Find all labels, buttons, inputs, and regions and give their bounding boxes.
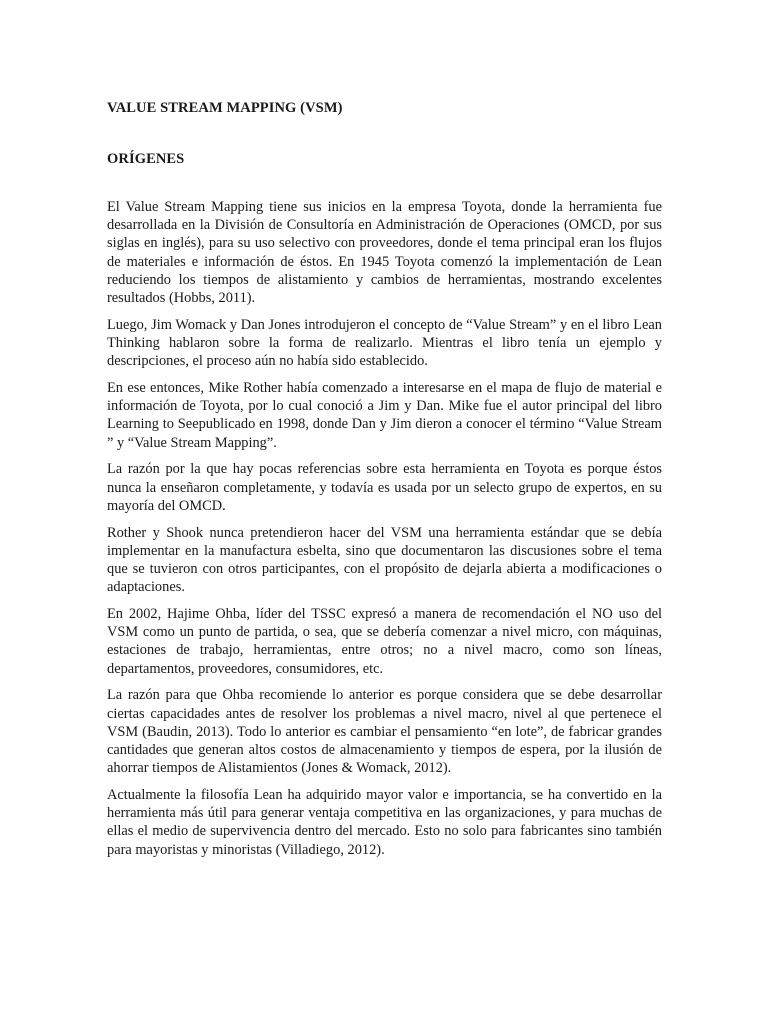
paragraph: La razón por la que hay pocas referencias sobre esta herramienta en Toyota es porque éstos nunca la enseñaron completamente, y todavía es usada por un selecto grupo de expertos, en su mayoría del OMCD. <box>107 461 662 514</box>
paragraph: Rother y Shook nunca pretendieron hacer del VSM una herramienta estándar que se debía implementar en la manufactura esbelta, sino que documentaron las discusiones sobre el tema que se tuvieron con otros participantes, con el propósito de dejarla abierta a modificaciones o adaptaciones. <box>107 524 662 596</box>
paragraph: En 2002, Hajime Ohba, líder del TSSC expresó a manera de recomendación el NO uso del VSM como un punto de partida, o sea, que se debería comenzar a nivel micro, con máquinas, estaciones de trabajo, herramientas, entre otros; no a nivel macro, como son líneas, departamentos, proveedores, consumidores, etc. <box>107 606 662 677</box>
paragraph: En ese entonces, Mike Rother había comenzado a interesarse en el mapa de flujo de material e información de Toyota, por lo cual conoció a Jim y Dan. Mike fue el autor principal del libro Learning to Seepublicado en 1998, donde Dan y Jim dieron a conocer el término “Value Stream ” y “Value Stream Mapping”. <box>107 380 662 451</box>
paragraph: Luego, Jim Womack y Dan Jones introdujeron el concepto de “Value Stream” y en el libro Lean Thinking hablaron sobre la forma de realizarlo. Mientras el libro tenía un ejemplo y descripciones, el proceso aún no había sido establecido. <box>107 316 662 370</box>
document-body <box>107 198 662 859</box>
document-title: VALUE STREAM MAPPING (VSM) <box>107 100 343 116</box>
paragraph: La razón para que Ohba recomiende lo anterior es porque considera que se debe desarrollar ciertas capacidades antes de resolver los problemas a nivel macro, nivel al que pertenece el VSM (Baudin, 2013). Todo lo anterior es cambiar el pensamiento “en lote”, de fabricar grandes cantidades que generan altos costos de almacenamiento y tiempos de espera, por la ilusión de ahorrar tiempos de Alistamientos (Jones & Womack, 2012). <box>107 687 662 777</box>
document-content <box>107 99 662 867</box>
paragraph: Actualmente la filosofía Lean ha adquirido mayor valor e importancia, se ha convertido en la herramienta más útil para generar ventaja competitiva en las organizaciones, y para muchas de ellas el medio de supervivencia dentro del mercado. Esto no solo para fabricantes sino también para mayoristas y minoristas (Villadiego, 2012). <box>107 787 662 858</box>
section-heading: ORÍGENES <box>107 151 185 167</box>
paragraph: El Value Stream Mapping tiene sus inicios en la empresa Toyota, donde la herramienta fue desarrollada en la División de Consultoría en Administración de Operaciones (OMCD, por sus siglas en inglés), para su uso selectivo con proveedores, donde el tema principal eran los flujos de materiales e información de éstos. En 1945 Toyota comenzó la implementación de Lean reduciendo los tiempos de alistamiento y cambios de herramientas, mostrando excelentes resultados (Hobbs, 2011). <box>107 199 662 307</box>
